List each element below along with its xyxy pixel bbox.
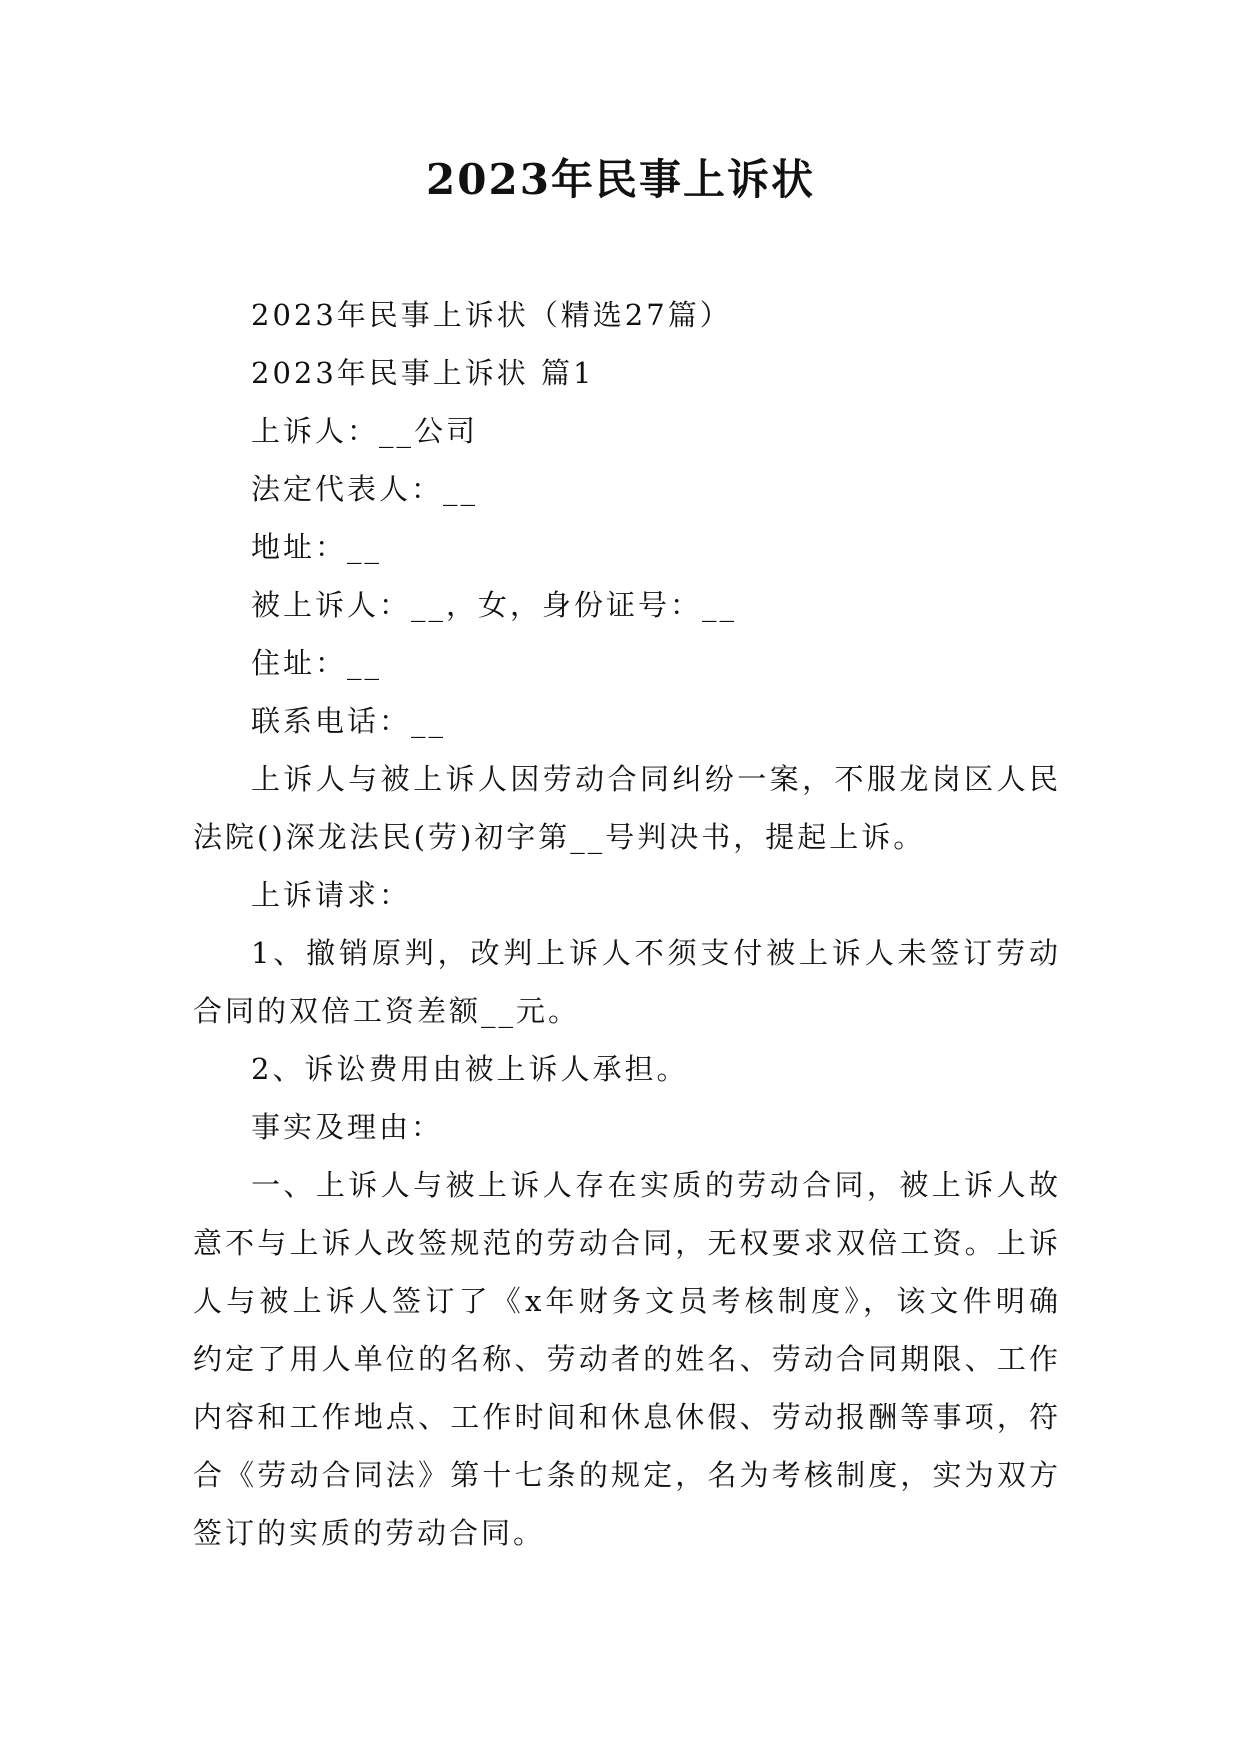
paragraph: 一、上诉人与被上诉人存在实质的劳动合同，被上诉人故意不与上诉人改签规范的劳动合同，无权要求双倍工资。上诉人与被上诉人签订了《x年财务文员考核制度》，该文件明确约定了用人单位的名称、劳动者的姓名、劳动合同期限、工作内容和工作地点、工作时间和休息休假、劳动报酬等事项，符合《劳动合同法》第十七条的规定，名为考核制度，实为双方签订的实质的劳动合同。 (193, 1168, 1061, 1550)
paragraph: 事实及理由： (251, 1110, 444, 1144)
paragraph: 2、诉讼费用由被上诉人承担。 (251, 1052, 689, 1086)
paragraph: 被上诉人：__，女，身份证号：__ (251, 588, 738, 622)
paragraph: 2023年民事上诉状（精选27篇） (251, 298, 732, 332)
paragraph: 1、撤销原判，改判上诉人不须支付被上诉人未签订劳动合同的双倍工资差额__元。 (193, 936, 1061, 1028)
paragraph: 法定代表人：__ (251, 472, 479, 506)
document-title: 2023年民事上诉状 (426, 155, 815, 204)
paragraph: 联系电话：__ (251, 704, 447, 738)
paragraph: 上诉人：__公司 (251, 414, 479, 448)
paragraph: 住址：__ (251, 646, 383, 680)
paragraph: 地址：__ (251, 530, 383, 564)
paragraph: 2023年民事上诉状 篇1 (251, 356, 595, 390)
paragraph: 上诉请求： (251, 878, 412, 912)
paragraph: 上诉人与被上诉人因劳动合同纠纷一案，不服龙岗区人民法院()深龙法民(劳)初字第__号判决书，提起上诉。 (193, 762, 1061, 854)
document-body (193, 286, 1061, 1562)
